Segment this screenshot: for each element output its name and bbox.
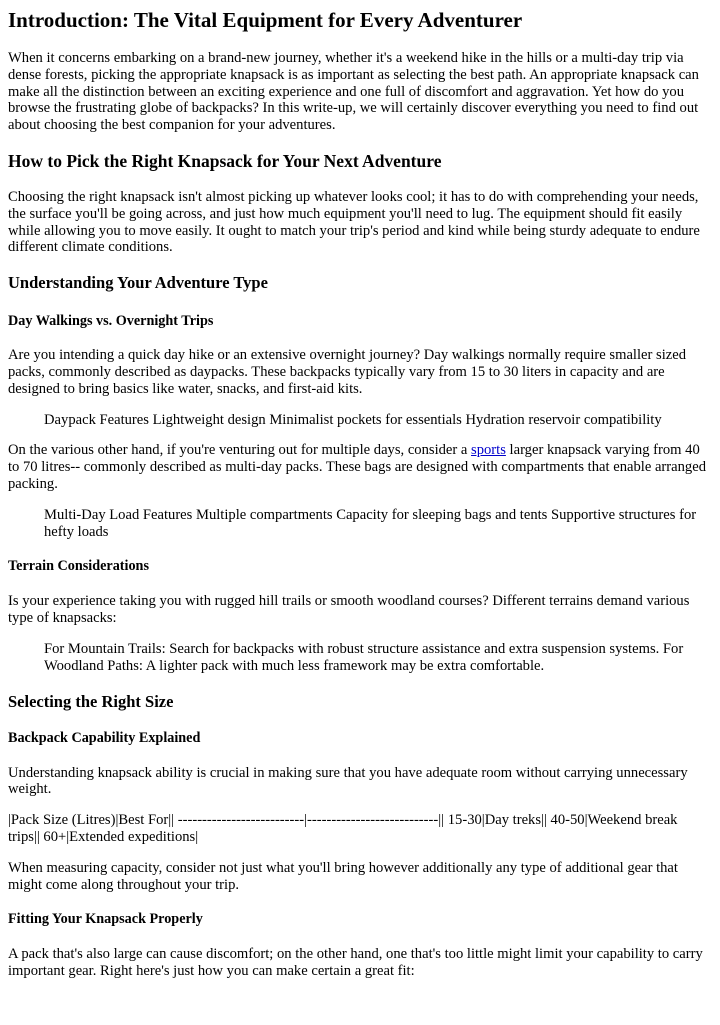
capability-paragraph: Understanding knapsack ability is crucial in making sure that you have adequate room without carrying unnecessary weight. — [8, 764, 688, 798]
capability-title: Backpack Capability Explained — [8, 729, 201, 746]
capacity-table-text: |Pack Size (Litres)|Best For|| --------------------------|---------------------------|| 15-30|Day treks|| 40-50|Weekend break trips|| 60+|Extended expeditions| — [8, 812, 678, 845]
multiday-features: Multi-Day Load Features Multiple compartments Capacity for sleeping bags and tents Supportive structures for hefty loads — [44, 506, 697, 540]
day-walks-title: Day Walkings vs. Overnight Trips — [8, 313, 214, 330]
intro-title: Introduction: The Vital Equipment for Every Adventurer — [8, 8, 523, 32]
intro-paragraph: When it concerns embarking on a brand-new journey, whether it's a weekend hike in the hills or a multi-day trip via dense forests, picking the appropriate knapsack is as important as selecting the best path. An appropriate knapsack can make all the distinction between an exciting experience and one full of discomfort and aggravation. Yet how do you browse the frustrating globe of backpacks? In this write-up, we will certainly discover everything you need to find out about choosing the best companion for your adventures. — [8, 50, 699, 134]
fitting-title: Fitting Your Knapsack Properly — [8, 911, 203, 928]
terrain-paragraph: Is your experience taking you with rugged hill trails or smooth woodland courses? Different terrains demand various type of knapsacks: — [8, 593, 690, 627]
terrain-title: Terrain Considerations — [8, 558, 149, 575]
article — [0, 8, 720, 980]
adventure-type-title: Understanding Your Adventure Type — [8, 273, 268, 293]
daypack-features: Daypack Features Lightweight design Minimalist pockets for essentials Hydration reservoir compatibility — [44, 411, 662, 428]
sports-link[interactable]: sports — [471, 442, 506, 459]
fitting-paragraph: A pack that's also large can cause discomfort; on the other hand, one that's too little might limit your capability to carry important gear. Right here's just how you can make certain a great fit: — [8, 946, 703, 980]
terrain-list: For Mountain Trails: Search for backpacks with robust structure assistance and extra suspension systems. For Woodland Paths: A lighter pack with much less framework may be extra comfortable. — [44, 640, 684, 674]
multiday-paragraph — [8, 442, 712, 492]
pick-paragraph: Choosing the right knapsack isn't almost picking up whatever looks cool; it has to do with comprehending your needs, the surface you'll be going across, and just how much equipment you'll need to lug. The equipment should fit easily while allowing you to move easily. It ought to match your trip's period and kind while being sturdy adequate to endure different climate conditions. — [8, 188, 700, 256]
day-walks-paragraph: Are you intending a quick day hike or an extensive overnight journey? Day walkings normally require smaller sized packs, commonly described as daypacks. These backpacks typically vary from 15 to 30 liters in capacity and are designed to bring basics like water, snacks, and first-aid kits. — [8, 347, 687, 397]
size-title: Selecting the Right Size — [8, 691, 174, 711]
multiday-text-before: On the various other hand, if you're venturing out for multiple days, consider a — [8, 442, 472, 459]
pick-title: How to Pick the Right Knapsack for Your Next Adventure — [8, 150, 442, 171]
multiday-text-after: larger knapsack varying from 40 to 70 litres-- commonly described as multi-day packs. These bags are designed with compartments that enable arranged packing. — [8, 442, 706, 492]
capacity-after-paragraph: When measuring capacity, consider not just what you'll bring however additionally any type of additional gear that might come along throughout your trip. — [8, 859, 678, 893]
